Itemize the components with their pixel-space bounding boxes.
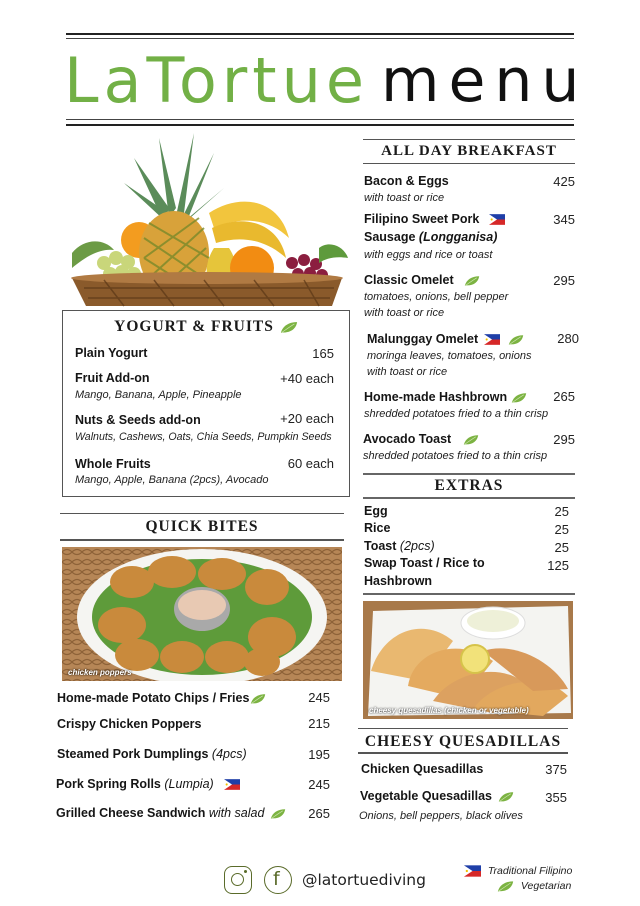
menu-item-name: Plain Yogurt <box>75 346 148 360</box>
facebook-icon[interactable]: f <box>264 866 292 894</box>
menu-item-description: tomatoes, onions, bell pepper <box>364 291 509 303</box>
menu-item-name: Chicken Quesadillas <box>361 762 484 776</box>
extras-rule-top <box>363 473 575 475</box>
leaf-icon <box>463 434 479 446</box>
chicken-poppers-photo <box>62 547 342 681</box>
leaf-icon <box>270 808 286 820</box>
philippine-flag-icon <box>489 214 505 225</box>
menu-item-name: Classic Omelet <box>364 273 480 287</box>
header-rule-top-1 <box>66 33 574 35</box>
menu-item-name: Bacon & Eggs <box>364 174 449 188</box>
menu-item-name: Malunggay Omelet <box>367 332 524 346</box>
menu-item-description: with toast or rice <box>364 192 445 204</box>
menu-item-price: +20 each <box>280 411 334 426</box>
menu-item-name: Toast (2pcs) <box>364 539 435 553</box>
menu-item-name: Swap Toast / Rice to <box>364 556 485 570</box>
menu-item-description: Walnuts, Cashews, Oats, Chia Seeds, Pumpkin Seeds <box>75 431 332 443</box>
extras-title: EXTRAS <box>434 477 504 494</box>
menu-item-name-line2: Sausage (Longganisa) <box>364 230 498 244</box>
menu-item-price: 60 each <box>287 456 334 471</box>
menu-item-description: Mango, Banana, Apple, Pineapple <box>75 389 242 401</box>
menu-item-price: 280 <box>557 331 579 346</box>
yogurt-fruits-title: YOGURT & FRUITS <box>62 318 350 336</box>
extras-rule-end <box>363 593 575 595</box>
menu-item-price: 345 <box>553 212 575 227</box>
legend-filipino: Traditional Filipino <box>464 865 572 877</box>
leaf-icon <box>498 791 514 803</box>
quesadillas-title: CHEESY QUESADILLAS <box>364 733 562 750</box>
quick-bites-title: QUICK BITES <box>145 518 259 535</box>
menu-item-name: Steamed Pork Dumplings (4pcs) <box>57 747 247 761</box>
menu-item-name: Filipino Sweet Pork <box>364 212 505 226</box>
menu-item-price: 425 <box>553 174 575 189</box>
extras-rule-bottom <box>363 497 575 499</box>
fruit-basket-image <box>64 128 350 310</box>
menu-item-description: Onions, bell peppers, black olives <box>359 810 523 822</box>
menu-item-name: Avocado Toast <box>363 432 479 446</box>
menu-item-price: 245 <box>308 690 330 705</box>
quesadillas-rule-bottom <box>358 752 568 754</box>
quesadillas-rule-top <box>358 728 568 729</box>
leaf-icon <box>464 275 480 287</box>
menu-item-price: 295 <box>553 273 575 288</box>
breakfast-rule-bottom <box>363 163 575 164</box>
leaf-icon <box>497 880 514 893</box>
breakfast-title: ALL DAY BREAKFAST <box>381 143 557 159</box>
menu-item-name: Home-made Potato Chips / Fries <box>57 691 266 705</box>
quick-bites-rule-top <box>60 513 344 514</box>
menu-item-description: with eggs and rice or toast <box>364 249 493 261</box>
menu-item-price: 265 <box>308 806 330 821</box>
leaf-icon <box>250 693 266 705</box>
quick-bites-rule-bottom <box>60 539 344 541</box>
header-rule-bottom-1 <box>66 119 574 120</box>
menu-item-price: 25 <box>554 522 569 537</box>
menu-item-price: 25 <box>554 504 569 519</box>
photo-caption: chicken poppers <box>68 668 132 677</box>
menu-item-description: shredded potatoes fried to a thin crisp <box>364 408 549 420</box>
menu-item-price: 245 <box>308 777 330 792</box>
menu-item-name: Egg <box>364 504 388 518</box>
menu-item-price: 165 <box>312 346 334 361</box>
social-handle[interactable]: @latortuediving <box>302 871 426 889</box>
instagram-icon[interactable] <box>224 866 252 894</box>
leaf-icon <box>508 334 524 346</box>
menu-word: menu <box>381 46 589 116</box>
menu-item-price: +40 each <box>280 371 334 386</box>
menu-item-price: 195 <box>308 747 330 762</box>
philippine-flag-icon <box>484 334 500 345</box>
menu-item-name: Grilled Cheese Sandwich with salad <box>56 806 286 820</box>
menu-item-name: Pork Spring Rolls (Lumpia) <box>56 777 240 791</box>
leaf-icon <box>280 321 298 334</box>
philippine-flag-icon <box>224 779 240 790</box>
header-rule-top-2 <box>66 38 574 39</box>
photo-caption: cheesy quesadillas (chicken or vegetable) <box>369 706 529 715</box>
leaf-icon <box>511 392 527 404</box>
menu-item-description: shredded potatoes fried to a thin crisp <box>363 450 548 462</box>
menu-item-description: moringa leaves, tomatoes, onions <box>367 350 532 362</box>
menu-item-name: Home-made Hashbrown <box>364 390 527 404</box>
menu-item-name: Rice <box>364 521 391 535</box>
menu-item-price: 355 <box>545 790 567 805</box>
brand-name: LaTortue <box>64 44 370 117</box>
philippine-flag-icon <box>464 865 481 877</box>
header-rule-bottom-2 <box>66 124 574 126</box>
menu-item-price: 295 <box>553 432 575 447</box>
legend-vegetarian: Vegetarian <box>497 880 571 893</box>
menu-item-name: Fruit Add-on <box>75 371 150 385</box>
menu-item-name: Nuts & Seeds add-on <box>75 413 201 427</box>
menu-item-name: Crispy Chicken Poppers <box>57 717 202 731</box>
menu-item-description: with toast or rice <box>364 307 445 319</box>
menu-item-price: 125 <box>547 558 569 573</box>
page-title <box>64 44 589 117</box>
breakfast-rule-top <box>363 139 575 140</box>
menu-item-name: Whole Fruits <box>75 457 151 471</box>
quesadillas-photo <box>363 601 573 719</box>
menu-item-description: Mango, Apple, Banana (2pcs), Avocado <box>75 474 269 486</box>
menu-item-price: 25 <box>554 540 569 555</box>
menu-item-description: with toast or rice <box>367 366 448 378</box>
menu-item-name: Vegetable Quesadillas <box>360 789 514 803</box>
menu-item-price: 215 <box>308 716 330 731</box>
menu-item-price: 375 <box>545 762 567 777</box>
menu-item-name-line2: Hashbrown <box>364 574 433 588</box>
menu-item-price: 265 <box>553 389 575 404</box>
